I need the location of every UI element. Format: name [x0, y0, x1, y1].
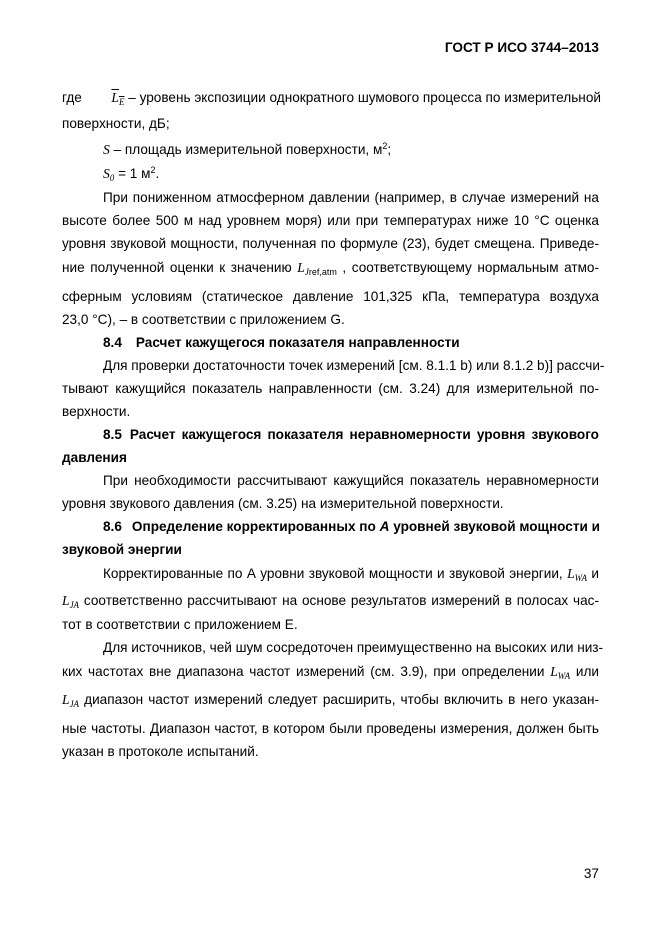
s0-value: = 1 м — [118, 166, 151, 181]
definition-s0: $S_0 = 1$ $м^2$. — [103, 165, 160, 183]
s85-line2: уровня звукового давления (см. 3.25) на измерительной поверхности. — [62, 496, 504, 511]
p1-line1: При пониженном атмосферном давлении (например, в случае измерений на — [103, 190, 599, 205]
section-8-6-heading-cont: звуковой энергии — [62, 542, 182, 557]
s86-p2-line1: Для источников, чей шум сосредоточен преимущественно на высоких или низ- — [103, 640, 604, 655]
s84-line1: Для проверки достаточности точек измерений [см. 8.1.1 b) или 8.1.2 b)] рассчи- — [103, 358, 605, 373]
s86-p2-line4: ные частоты. Диапазон частот, в котором были проведены измерения, должен быть — [62, 721, 599, 736]
s85-line1: При необходимости рассчитывают кажущийся показатель неравномерности — [103, 473, 599, 488]
definition-le — [62, 90, 599, 110]
p1-line6: 23,0 °С), – в соответствии с приложением G. — [62, 312, 345, 327]
section-8-5-heading-cont: давления — [62, 450, 127, 465]
section-title: Расчет кажущегося показателя направленности — [135, 335, 460, 350]
section-number: 8.5 — [103, 427, 122, 442]
p1-line2: высоте более 500 м над уровнем моря) или при температурах ниже 10 °С оценка — [62, 213, 599, 228]
section-title: Определение корректированных по А уровней звуковой мощности и — [131, 519, 601, 534]
le-symbol: $L_E$ — [111, 90, 125, 107]
section-8-5-heading — [103, 427, 599, 443]
s-symbol: S — [103, 142, 110, 157]
le-description: – уровень экспозиции однократного шумового процесса по измерительной — [128, 90, 601, 105]
s86-p1-line1: Корректированные по А уровни звуковой мощности и звуковой энергии, $L_{WA}$ и — [103, 566, 599, 583]
definition-s: S – площадь измерительной поверхности, $м^2$; — [103, 141, 392, 157]
definition-le-cont: поверхности, дБ; — [62, 116, 170, 131]
section-number: 8.6 — [103, 519, 122, 534]
where-word: где — [62, 90, 82, 105]
p1-line5: сферным условиям (статическое давление 101,325 кПа, температура воздуха — [62, 289, 599, 304]
s86-p2-line5: указан в протоколе испытаний. — [62, 744, 259, 759]
s84-line3: верхности. — [62, 404, 131, 419]
s0-symbol: $S_0$ — [103, 166, 115, 183]
s86-p1-line2: $L_{JA}$ соответственно рассчитывают на основе результатов измерений в полосах час- — [62, 593, 599, 610]
p1-line4: ние полученной оценки к значению $L_{Jref,atm}$ , соответствующему нормальным атмо- — [62, 260, 600, 277]
section-title: Расчет кажущегося показателя неравномерности уровня звукового — [129, 427, 599, 442]
s-description: – площадь измерительной поверхности, м — [113, 142, 383, 157]
s84-line2: тывают кажущийся показатель направленности (см. 3.24) для измерительной по- — [62, 381, 599, 396]
lja-symbol: $L_{JA}$ — [62, 692, 80, 709]
p1-line3: уровня звуковой мощности, полученная по формуле (23), будет смещена. Приведе- — [62, 236, 599, 251]
l-jref-atm-symbol: $L_{Jref,atm}$ — [297, 260, 337, 277]
lwa-symbol: $L_{WA}$ — [550, 664, 571, 681]
section-number: 8.4 — [103, 335, 122, 350]
section-8-4-heading — [103, 335, 460, 351]
s86-p2-line3: $L_{JA}$ диапазон частот измерений следует расширить, чтобы включить в него указан- — [62, 692, 600, 709]
page-number: 37 — [583, 866, 599, 881]
lja-symbol: $L_{JA}$ — [62, 593, 80, 610]
document-header: ГОСТ Р ИСО 3744–2013 — [444, 40, 599, 55]
section-8-6-heading — [103, 519, 599, 535]
s86-p1-line3: тот в соответствии с приложением Е. — [62, 617, 298, 632]
lwa-symbol: $L_{WA}$ — [567, 566, 588, 583]
s86-p2-line2: ких частотах вне диапазона частот измерений (см. 3.9), при определении $L_{WA}$ или — [62, 664, 599, 681]
